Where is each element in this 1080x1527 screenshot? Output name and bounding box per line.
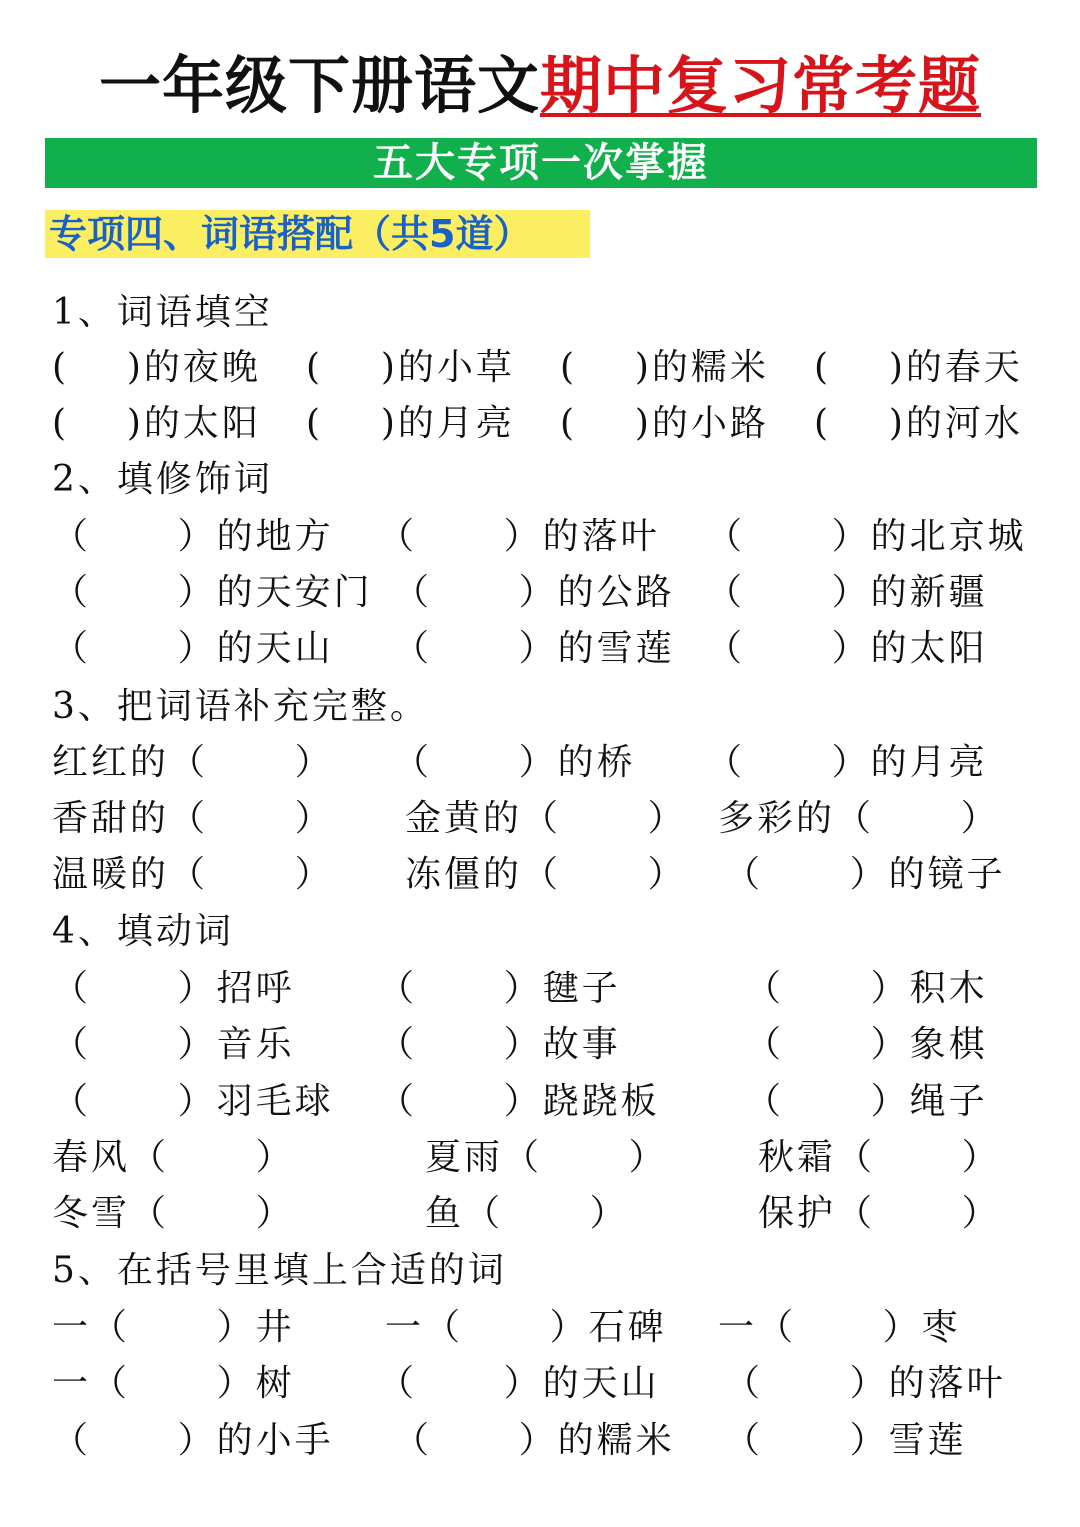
blank-item: （ ）雪莲	[724, 1420, 967, 1461]
blank-item: （ ）的公路	[393, 572, 675, 613]
blank-item: （ ）的雪莲	[393, 628, 675, 669]
blank-item: （ ）的太阳	[706, 628, 988, 669]
blank-item: ( )的糯米	[560, 347, 769, 388]
blank-item: 香甜的（ ）	[52, 798, 334, 839]
page-title	[0, 46, 1080, 126]
question-title: 2、填修饰词	[52, 459, 273, 500]
section-heading: 专项四、词语搭配（共5道）	[45, 210, 590, 258]
blank-item: （ ）的北京城	[706, 516, 1027, 557]
blank-item: 多彩的（ ）	[718, 798, 1000, 839]
blank-item: （ ）的镜子	[724, 854, 1006, 895]
blank-item: 一（ ）树	[52, 1363, 295, 1404]
blank-item: 春风（ ）	[52, 1137, 295, 1178]
blank-item: 金黄的（ ）	[405, 798, 687, 839]
blank-item: ( )的月亮	[306, 403, 515, 444]
blank-item: 一（ ）井	[52, 1307, 295, 1348]
blank-item: ( )的小路	[560, 403, 769, 444]
blank-item: 一（ ）枣	[718, 1307, 961, 1348]
blank-item: （ ）招呼	[52, 968, 295, 1009]
blank-item: 一（ ）石碑	[385, 1307, 667, 1348]
blank-item: （ ）毽子	[378, 968, 621, 1009]
blank-item: （ ）象棋	[745, 1024, 988, 1065]
blank-item: （ ）的地方	[52, 516, 334, 557]
blank-item: （ ）积木	[745, 968, 988, 1009]
blank-item: 冬雪（ ）	[52, 1193, 295, 1234]
blank-item: （ ）的新疆	[706, 572, 988, 613]
blank-item: 保护（ ）	[758, 1193, 1001, 1234]
blank-item: ( )的小草	[306, 347, 515, 388]
blank-item: （ ）的天安门	[52, 572, 373, 613]
blank-item: （ ）的天山	[52, 628, 334, 669]
blank-item: （ ）的落叶	[724, 1363, 1006, 1404]
topic-banner: 五大专项一次掌握	[45, 138, 1037, 188]
blank-item: （ ）故事	[378, 1024, 621, 1065]
blank-item: 温暖的（ ）	[52, 854, 334, 895]
question-title: 1、词语填空	[52, 292, 273, 333]
blank-item: 鱼（ ）	[425, 1193, 629, 1234]
blank-item: （ ）的桥	[393, 742, 636, 783]
blank-item: （ ）跷跷板	[378, 1081, 660, 1122]
blank-item: （ ）的落叶	[378, 516, 660, 557]
question-title: 5、在括号里填上合适的词	[52, 1250, 507, 1291]
question-title: 4、填动词	[52, 911, 234, 952]
blank-item: 冻僵的（ ）	[405, 854, 687, 895]
blank-item: ( )的太阳	[52, 403, 261, 444]
blank-item: 夏雨（ ）	[425, 1137, 668, 1178]
blank-item: ( )的河水	[814, 403, 1023, 444]
question-title: 3、把词语补充完整。	[52, 686, 429, 727]
title-main: 一年级下册语文	[98, 49, 540, 122]
blank-item: （ ）音乐	[52, 1024, 295, 1065]
blank-item: ( )的春天	[814, 347, 1023, 388]
blank-item: （ ）的糯米	[393, 1420, 675, 1461]
blank-item: （ ）的月亮	[706, 742, 988, 783]
blank-item: ( )的夜晚	[52, 347, 261, 388]
blank-item: 秋霜（ ）	[758, 1137, 1001, 1178]
blank-item: （ ）的小手	[52, 1420, 334, 1461]
blank-item: （ ）羽毛球	[52, 1081, 334, 1122]
blank-item: （ ）的天山	[378, 1363, 660, 1404]
title-highlight: 期中复习常考题	[540, 49, 982, 122]
blank-item: 红红的（ ）	[52, 742, 334, 783]
blank-item: （ ）绳子	[745, 1081, 988, 1122]
